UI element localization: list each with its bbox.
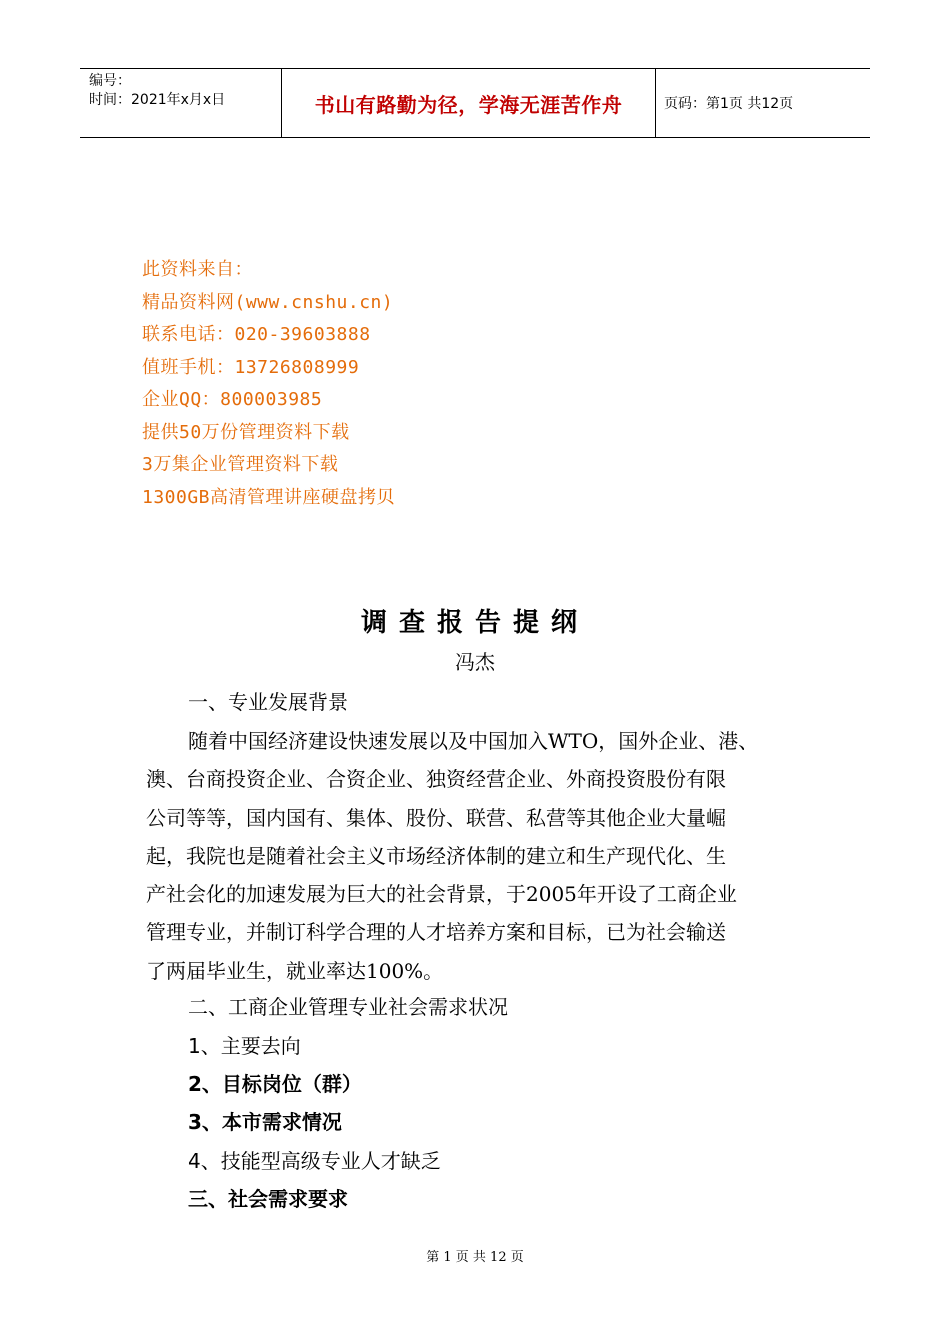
ad-line: 提供50万份管理资料下载 <box>142 421 350 443</box>
body-paragraph <box>146 722 794 990</box>
ad-block <box>142 254 395 514</box>
paragraph-line: 随着中国经济建设快速发展以及中国加入WTO，国外企业、港、 <box>188 729 759 753</box>
ad-line: 此资料来自： <box>142 259 253 280</box>
paragraph-line: 了两届毕业生，就业率达100%。 <box>146 958 444 983</box>
ad-line: 联系电话：020-39603888 <box>142 324 371 345</box>
subheading-3: 3、本市需求情况 <box>188 1110 342 1134</box>
subheading-4: 4、技能型高级专业人才缺乏 <box>188 1149 441 1173</box>
ad-line: 企业QQ：800003985 <box>142 389 323 410</box>
page-footer: 第 1 页 共 12 页 <box>426 1250 524 1265</box>
subheading-1: 1、主要去向 <box>188 1034 301 1058</box>
subheading-2: 2、目标岗位（群） <box>188 1072 362 1096</box>
section-heading-1: 一、专业发展背景 <box>188 690 348 714</box>
ad-line: 1300GB高清管理讲座硬盘拷贝 <box>142 486 396 508</box>
time-label: 时间：2021年x月x日 <box>89 92 226 108</box>
ad-line: 精品资料网(www.cnshu.cn) <box>142 291 394 313</box>
section-heading-3: 三、社会需求要求 <box>188 1187 348 1211</box>
paragraph-line: 澳、台商投资企业、合资企业、独资经营企业、外商投资股份有限 <box>146 767 726 792</box>
header-page-info: 页码：第1页 共12页 <box>664 96 794 112</box>
section-heading-2: 二、工商企业管理专业社会需求状况 <box>188 995 508 1019</box>
number-label: 编号： <box>89 73 131 89</box>
ad-line: 值班手机：13726808999 <box>142 356 360 378</box>
header-meta <box>80 69 282 137</box>
document-author: 冯杰 <box>455 650 495 674</box>
ad-line: 3万集企业管理资料下载 <box>142 454 339 475</box>
paragraph-line: 产社会化的加速发展为巨大的社会背景，于2005年开设了工商企业 <box>146 882 737 907</box>
paragraph-line: 起，我院也是随着社会主义市场经济体制的建立和生产现代化、生 <box>146 843 726 868</box>
header-motto: 书山有路勤为径，学海无涯苦作舟 <box>282 69 656 137</box>
paragraph-line: 公司等等，国内国有、集体、股份、联营、私营等其他企业大量崛 <box>146 805 726 830</box>
document-title: 调查报告提纲 <box>360 608 589 638</box>
paragraph-line: 管理专业，并制订科学合理的人才培养方案和目标，已为社会输送 <box>146 920 726 945</box>
page-header <box>80 68 870 138</box>
